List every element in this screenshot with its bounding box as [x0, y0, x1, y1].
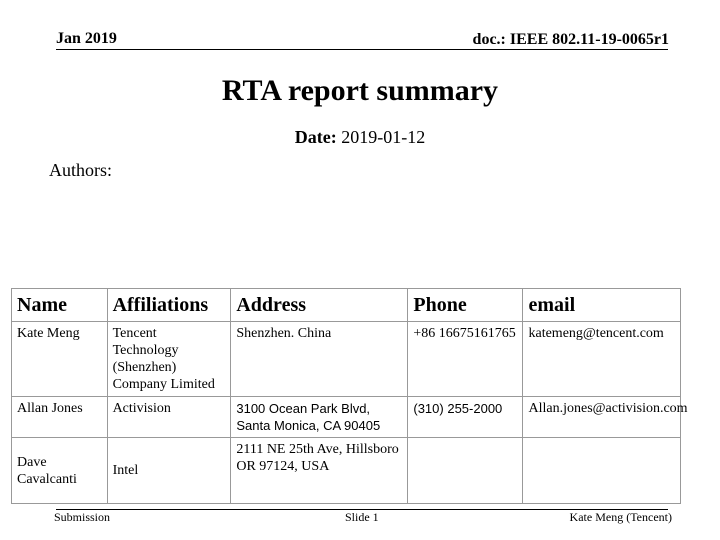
cell-email: katemeng@tencent.com: [523, 322, 681, 397]
table-row: [12, 397, 681, 438]
column-header-address: Address: [231, 289, 408, 322]
cell-phone: (310) 255-2000: [408, 397, 523, 438]
authors-table: [11, 288, 688, 504]
table-header-row: [12, 289, 681, 322]
cell-phone: +86 16675161765: [408, 322, 523, 397]
cell-email: [523, 438, 681, 504]
header-rule: [56, 49, 668, 50]
footer-submission: Submission: [54, 510, 111, 524]
authors-label: Authors:: [49, 160, 112, 180]
header-date: Jan 2019: [56, 30, 117, 47]
date-value: 2019-01-12: [341, 127, 426, 147]
cell-affiliation: Intel: [107, 438, 231, 504]
cell-phone: [408, 438, 523, 504]
cell-name: Allan Jones: [12, 397, 108, 438]
slide-date: [0, 127, 720, 148]
cell-email: Allan.jones@activision.com: [523, 397, 681, 438]
cell-address: 3100 Ocean Park Blvd, Santa Monica, CA 90405: [231, 397, 408, 438]
slide-title: RTA report summary: [221, 74, 499, 107]
cell-address: Shenzhen. China: [231, 322, 408, 397]
header-doc-number: doc.: IEEE 802.11-19-0065r1: [472, 31, 669, 48]
cell-name: Kate Meng: [12, 322, 108, 397]
footer-author: Kate Meng (Tencent): [569, 510, 672, 524]
cell-affiliation: Activision: [107, 397, 231, 438]
column-header-email: email: [523, 289, 681, 322]
column-header-affiliations: Affiliations: [107, 289, 231, 322]
footer-slide-number: Slide 1: [345, 510, 379, 524]
table-row: [12, 438, 681, 504]
date-label: Date:: [294, 127, 337, 147]
cell-affiliation: Tencent Technology (Shenzhen) Company Limited: [107, 322, 231, 397]
cell-address: 2111 NE 25th Ave, Hillsboro OR 97124, USA: [231, 438, 408, 504]
column-header-name: Name: [12, 289, 108, 322]
table-row: [12, 322, 681, 397]
column-header-phone: Phone: [408, 289, 523, 322]
cell-name: Dave Cavalcanti: [12, 438, 108, 504]
